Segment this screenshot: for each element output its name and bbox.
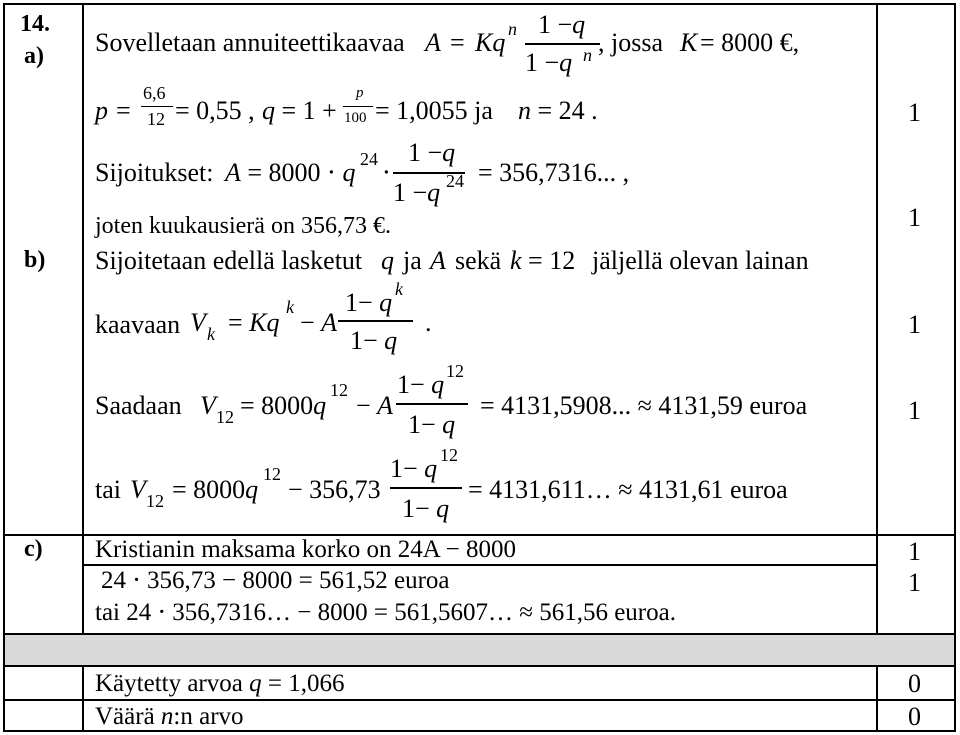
b-result2: = 4131,611… ≈ 4131,61 euroa	[468, 475, 788, 504]
b-kaavaan: kaavaan	[95, 310, 181, 339]
a-q-frac-num: p	[356, 85, 364, 101]
b-line1-text: Sijoitetaan edellä lasketut	[95, 246, 363, 275]
b-k-eq: k = 12	[510, 246, 576, 275]
row-divider-shade-bottom	[3, 665, 956, 667]
a-p-eq: =	[116, 96, 131, 125]
a-q-value: = 1,0055 ja	[375, 96, 493, 125]
b-frac1-num: 1− q	[345, 288, 393, 317]
b-result1: = 4131,5908... ≈ 4131,59 euroa	[480, 391, 808, 420]
score-a-1: 1	[908, 98, 921, 127]
b-frac1-bar	[338, 320, 413, 322]
b-seka: sekä	[455, 246, 502, 275]
a-q-eq: q = 1 +	[262, 96, 337, 125]
row-divider-shade-top	[3, 633, 956, 635]
a-frac1-den-exp: n	[583, 45, 592, 65]
column-divider-left	[82, 3, 84, 732]
b-frac2-den: 1− q	[408, 410, 456, 439]
note-wrong-n: Väärä n:n arvo	[95, 703, 244, 730]
b-q: q	[381, 246, 394, 275]
b-frac2-num-exp: 12	[446, 361, 464, 381]
a-frac1-num: 1 −q	[538, 10, 586, 39]
a-q-frac-bar	[343, 106, 373, 107]
b-line1-post: jäljellä olevan lainan	[592, 246, 809, 275]
b-exp12-1: 12	[330, 380, 348, 400]
b-V12-2: V	[130, 475, 146, 504]
b-frac1-den: 1− q	[350, 326, 398, 355]
b-exp12-2: 12	[263, 464, 281, 484]
a-K-value: = 8000 €,	[700, 28, 800, 57]
note-q-used: Käytetty arvoa q = 1,066	[95, 670, 345, 697]
shaded-separator-row	[5, 634, 954, 665]
c-line1: Kristianin maksama korko on 24A − 8000	[95, 536, 516, 563]
b-ja: ja	[403, 246, 422, 275]
b-minusA-2: − A	[356, 391, 394, 420]
score-c-1: 1	[908, 537, 921, 566]
b-frac3-num-exp: 12	[440, 445, 458, 465]
b-period: .	[425, 308, 432, 337]
a-frac2-num: 1 −q	[408, 138, 456, 167]
b-eqKq: = Kq	[228, 308, 280, 337]
a-p-frac-den: 12	[147, 109, 165, 129]
part-a-label: a)	[24, 43, 44, 69]
b-frac2-bar	[396, 403, 468, 405]
b-V12-sub: 12	[216, 407, 234, 427]
a-p-frac-num: 6,6	[143, 83, 166, 103]
b-minusA: − A	[300, 308, 338, 337]
b-frac1-num-exp: k	[395, 279, 403, 299]
a-formula-Kq: Kq	[475, 28, 506, 57]
b-tai: tai	[95, 475, 121, 504]
b-eq8000q-2: = 8000q	[172, 475, 259, 504]
a-sub-exp: 24	[360, 149, 378, 169]
a-p-symbol: p	[95, 96, 108, 125]
b-saadaan: Saadaan	[95, 391, 182, 420]
score-q-used: 0	[908, 669, 921, 698]
score-wrong-n: 0	[908, 702, 921, 731]
b-V12: V	[200, 391, 216, 420]
a-line1-text: Sovelletaan annuiteettikaavaa	[95, 28, 405, 57]
a-p-value: = 0,55 ,	[175, 96, 255, 125]
a-sub-label: Sijoitukset:	[95, 158, 214, 187]
b-frac2-num: 1− q	[397, 370, 445, 399]
a-jossa: , jossa	[598, 28, 663, 57]
a-sub-formula: A = 8000 ⋅ q	[225, 158, 356, 187]
b-eq8000q: = 8000q	[240, 391, 327, 420]
b-frac3-num: 1− q	[390, 454, 438, 483]
b-frac3-den: 1− q	[402, 494, 450, 523]
a-frac2-den: 1 −q	[393, 178, 441, 207]
score-a-2: 1	[908, 203, 921, 232]
b-A: A	[430, 246, 446, 275]
a-sub-result: = 356,7316... ,	[478, 158, 630, 187]
a-K: K	[680, 28, 698, 57]
score-c-2: 1	[908, 568, 921, 597]
row-divider-c-inner	[82, 564, 878, 566]
c-line2: 24 ⋅ 356,73 − 8000 = 561,52 euroa	[101, 567, 450, 594]
part-b-label: b)	[24, 247, 46, 273]
a-formula-eq: =	[450, 28, 465, 57]
score-b-1: 1	[908, 310, 921, 339]
a-formula-A: A	[425, 28, 441, 57]
b-exp-k: k	[286, 297, 294, 317]
a-joten: joten kuukausierä on 356,73 €.	[95, 213, 391, 239]
problem-number: 14.	[20, 11, 50, 37]
a-p-frac-bar	[141, 106, 173, 107]
a-n-value: n = 24 .	[518, 96, 598, 125]
score-b-2: 1	[908, 396, 921, 425]
a-q-frac-den: 100	[344, 110, 367, 126]
b-V: V	[190, 308, 206, 337]
c-line3: tai 24 ⋅ 356,7316… − 8000 = 561,5607… ≈ 561,56 euroa.	[95, 599, 676, 626]
part-c-label: c)	[24, 536, 43, 562]
b-frac3-bar	[390, 487, 462, 489]
row-divider-notes	[3, 699, 956, 701]
b-V-sub-k: k	[207, 324, 215, 344]
a-frac2-den-exp: 24	[446, 171, 464, 191]
a-formula-exp-n: n	[508, 19, 517, 39]
b-minus356: − 356,73	[288, 475, 381, 504]
b-V12-2-sub: 12	[146, 491, 164, 511]
a-frac1-den: 1 −q	[525, 48, 573, 77]
column-divider-right	[876, 3, 878, 732]
a-sub-dot: ⋅	[382, 158, 391, 187]
